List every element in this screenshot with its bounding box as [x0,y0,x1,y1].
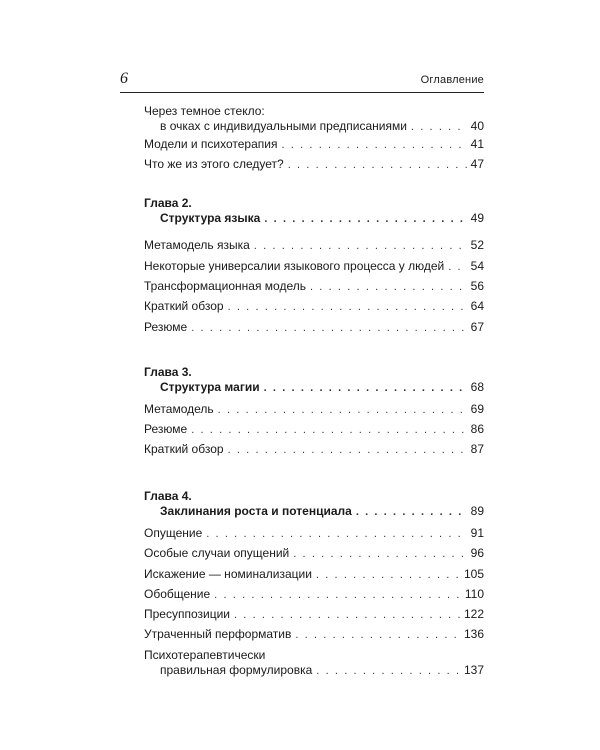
dot-leader [218,403,467,418]
dot-leader [356,505,467,520]
toc-entry [144,442,484,458]
chapter-label: Глава 3. [144,365,192,379]
toc-entry-page: 136 [463,627,484,641]
chapter-page: 49 [470,211,484,225]
toc-entry-title: Что же из этого следует? [144,157,284,171]
toc-entry [144,320,484,336]
chapter-label: Глава 4. [144,489,192,503]
dot-leader [228,300,467,315]
toc-entry-page: 122 [463,607,484,621]
dot-leader [264,212,466,227]
dot-leader [191,423,466,438]
toc-entry-title: Резюме [144,320,188,334]
toc-entry-title: Опущение [144,526,203,540]
toc-entry-title: Обобщение [144,587,211,601]
chapter-heading [144,196,484,227]
toc-entry-title: правильная формулировка [160,663,313,677]
toc-entry-page: 69 [470,402,484,416]
toc-entry-title: Краткий обзор [144,442,224,456]
toc-entry-title: Искажение — номинализации [144,567,312,581]
toc-entry-page: 105 [463,567,484,581]
dot-leader [214,588,461,603]
toc-entry [144,607,484,623]
dot-leader [448,260,466,275]
dot-leader [254,239,467,254]
toc-entry [144,259,484,275]
toc-entry-page: 64 [470,299,484,313]
toc-entry-page: 87 [470,442,484,456]
toc-entry [144,648,484,679]
toc-entry-title: Краткий обзор [144,299,224,313]
dot-leader [293,547,466,562]
toc-entry-title: Модели и психотерапия [144,137,278,151]
chapter-title: Заклинания роста и потенциала [160,504,352,518]
toc-entry-page: 54 [470,259,484,273]
toc-entry-title: Резюме [144,422,188,436]
toc-entry-page: 96 [470,546,484,560]
toc-entry [144,526,484,542]
toc-entry-page: 41 [470,137,484,151]
page-header [120,72,484,93]
toc-entry-title: Трансформационная модель [144,279,306,293]
toc-entry [144,157,484,173]
toc-entry [144,402,484,418]
toc-entry [144,422,484,438]
toc-entry-page: 52 [470,238,484,252]
chapter-page: 68 [470,380,484,394]
dot-leader [281,138,466,153]
toc-entry-title: Пресуппозиции [144,607,230,621]
chapter-heading [144,365,484,396]
chapter-label: Глава 2. [144,196,192,210]
dot-leader [316,568,460,583]
chapter-heading [144,489,484,520]
dot-leader [295,628,460,643]
dot-leader [234,608,460,623]
toc-entry-page: 137 [463,663,484,677]
toc-entry [144,238,484,254]
toc-entry-page: 40 [470,119,484,133]
toc-entry-title: Утраченный перформатив [144,627,292,641]
dot-leader [228,443,467,458]
dot-leader [288,158,467,173]
toc-entry [144,279,484,295]
dot-leader [316,664,460,679]
dot-leader [264,381,467,396]
toc-entry-first-line: Через темное стекло: [144,104,265,118]
toc-entry-title: Метамодель языка [144,238,250,252]
toc-entry-title: в очках с индивидуальными предписаниями [160,119,407,133]
toc-entry [144,627,484,643]
toc-entry-page: 91 [470,526,484,540]
chapter-title: Структура магии [160,380,260,394]
page-number: 6 [120,70,128,87]
running-title: Оглавление [420,74,484,86]
toc-entry [144,299,484,315]
toc-entry-page: 110 [464,587,484,601]
dot-leader [191,321,466,336]
toc-entry [144,104,484,135]
toc-entry-page: 47 [470,157,484,171]
toc-entry-title: Особые случаи опущений [144,546,290,560]
toc-entry-page: 56 [470,279,484,293]
dot-leader [206,527,466,542]
toc-entry-title: Некоторые универсалии языкового процесса у людей [144,259,445,273]
chapter-page: 89 [470,504,484,518]
toc-entry [144,137,484,153]
toc-entry-page: 67 [470,320,484,334]
chapter-title: Структура языка [160,211,261,225]
toc-entry [144,546,484,562]
toc-entry-title: Метамодель [144,402,214,416]
dot-leader [310,280,467,295]
toc-entry-first-line: Психотерапевтически [144,648,266,662]
toc-entry-page: 86 [470,422,484,436]
dot-leader [411,120,467,135]
toc-entry [144,587,484,603]
toc-entry [144,567,484,583]
